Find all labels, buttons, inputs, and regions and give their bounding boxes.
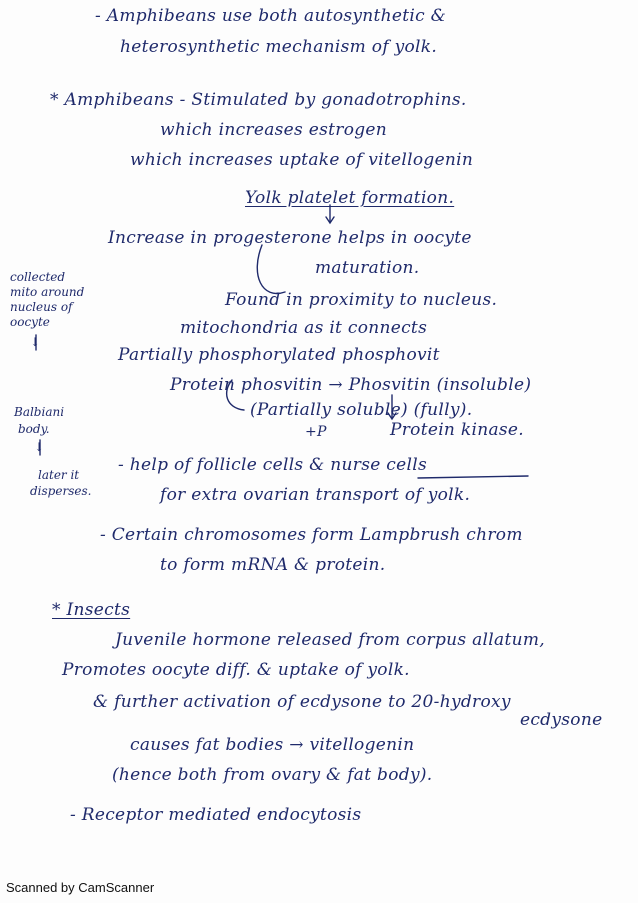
note-line-20: * Insects: [52, 600, 131, 620]
margin-note-line-9: later it: [38, 468, 80, 482]
note-line-14: +P: [305, 424, 327, 440]
note-line-4: which increases estrogen: [160, 120, 388, 140]
note-line-19: to form mRNA & protein.: [160, 555, 386, 575]
phosvitin-bracket-stroke: [227, 380, 244, 410]
margin-note-line-6: Balbiani: [14, 405, 65, 419]
note-line-24: ecdysone: [520, 710, 603, 730]
margin-note-line-2: mito around: [10, 285, 85, 299]
margin-note-line-4: oocyte: [10, 315, 50, 329]
note-line-13: (Partially soluble) (fully).: [250, 400, 473, 420]
note-line-10: mitochondria as it connects: [180, 318, 428, 338]
note-line-9: Found in proximity to nucleus.: [225, 290, 498, 310]
margin-note-line-1: collected: [10, 270, 66, 284]
note-line-11: Partially phosphorylated phosphovit: [118, 345, 440, 365]
margin-note-line-3: nucleus of: [10, 300, 73, 314]
margin-note-line-8: ↓: [34, 440, 45, 454]
note-line-22: Promotes oocyte diff. & uptake of yolk.: [62, 660, 410, 680]
note-line-2: heterosynthetic mechanism of yolk.: [120, 37, 438, 57]
note-line-21: Juvenile hormone released from corpus allatum,: [115, 630, 545, 650]
note-line-16: - help of follicle cells & nurse cells: [118, 455, 427, 475]
note-line-26: (hence both from ovary & fat body).: [112, 765, 433, 785]
nurse-cells-underline: [418, 476, 528, 478]
note-line-18: - Certain chromosomes form Lampbrush chrom: [100, 525, 523, 545]
margin-note-line-5: ↓: [30, 335, 41, 349]
note-line-3: * Amphibeans - Stimulated by gonadotrophins.: [50, 90, 467, 110]
note-line-12: Protein phosvitin → Phosvitin (insoluble): [170, 375, 532, 395]
note-line-25: causes fat bodies → vitellogenin: [130, 735, 415, 755]
note-line-6: Yolk platelet formation.: [245, 188, 455, 208]
curve-connector-stroke: [257, 245, 285, 294]
note-line-23: & further activation of ecdysone to 20-hydroxy: [93, 692, 511, 712]
scanner-watermark: Scanned by CamScanner: [6, 880, 155, 895]
margin-note-line-7: body.: [18, 422, 50, 436]
margin-note-line-10: disperses.: [30, 484, 92, 498]
note-line-8: maturation.: [315, 258, 420, 278]
note-line-15: Protein kinase.: [390, 420, 524, 440]
note-line-5: which increases uptake of vitellogenin: [130, 150, 474, 170]
note-line-1: - Amphibeans use both autosynthetic &: [95, 6, 447, 26]
note-line-17: for extra ovarian transport of yolk.: [160, 485, 471, 505]
note-line-27: - Receptor mediated endocytosis: [70, 805, 362, 825]
note-line-7: Increase in progesterone helps in oocyte: [108, 228, 472, 248]
